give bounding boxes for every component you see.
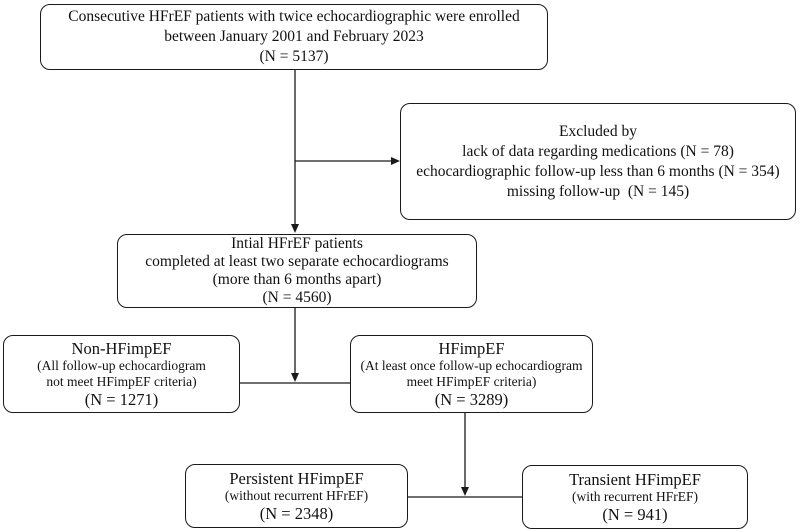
node-title: Intial HFrEF patients [231,235,363,252]
node-count-label: (N = 1271) [84,390,159,409]
node-text-line: echocardiographic follow-up less than 6 months (N = 354) [416,162,780,180]
node-non-hfimpef [3,335,240,413]
node-text-line: between January 2001 and February 2023 [164,28,424,45]
node-count-label: (N = 2348) [259,504,334,523]
node-text-line: (All follow-up echocardiogram [37,358,206,373]
node-title: Transient HFimpEF [569,470,701,489]
node-persistent-hfimpef [185,464,408,528]
node-text-line: completed at least two separate echocardiograms [145,253,449,270]
node-count-label: (N = 941) [602,505,668,524]
node-text-line: meet HFimpEF criteria) [406,374,537,389]
node-text-line: (more than 6 months apart) [212,271,382,288]
node-text-line: missing follow-up (N = 145) [506,182,690,200]
node-title: HFimpEF [438,339,505,358]
arrowhead-down-initial [291,224,299,233]
node-count-label: (N = 3289) [434,390,509,409]
node-transient-hfimpef [522,465,748,529]
node-count-label: (N = 4560) [262,289,332,306]
node-excluded [400,103,796,220]
arrowhead-down-split1 [291,373,299,382]
node-text-line: (without recurrent HFrEF) [224,488,369,503]
node-title: Persistent HFimpEF [229,469,364,488]
node-count-label: (N = 5137) [259,48,329,65]
node-text-line: (At least once follow-up echocardiogram [360,358,583,373]
node-hfimpef [350,335,593,413]
node-title: Non-HFimpEF [71,339,172,358]
node-text-line: (with recurrent HFrEF) [572,489,698,504]
arrowhead-right-excluded [391,157,400,165]
node-initial-hfref [117,234,477,308]
node-text-line: Consecutive HFrEF patients with twice echocardiographic were enrolled [68,8,520,25]
arrowhead-down-split2 [461,487,469,496]
node-enrolled-patients [40,4,548,70]
node-title: Excluded by [559,122,637,140]
node-text-line: lack of data regarding medications (N = 78) [462,142,734,160]
node-text-line: not meet HFimpEF criteria) [46,374,197,389]
